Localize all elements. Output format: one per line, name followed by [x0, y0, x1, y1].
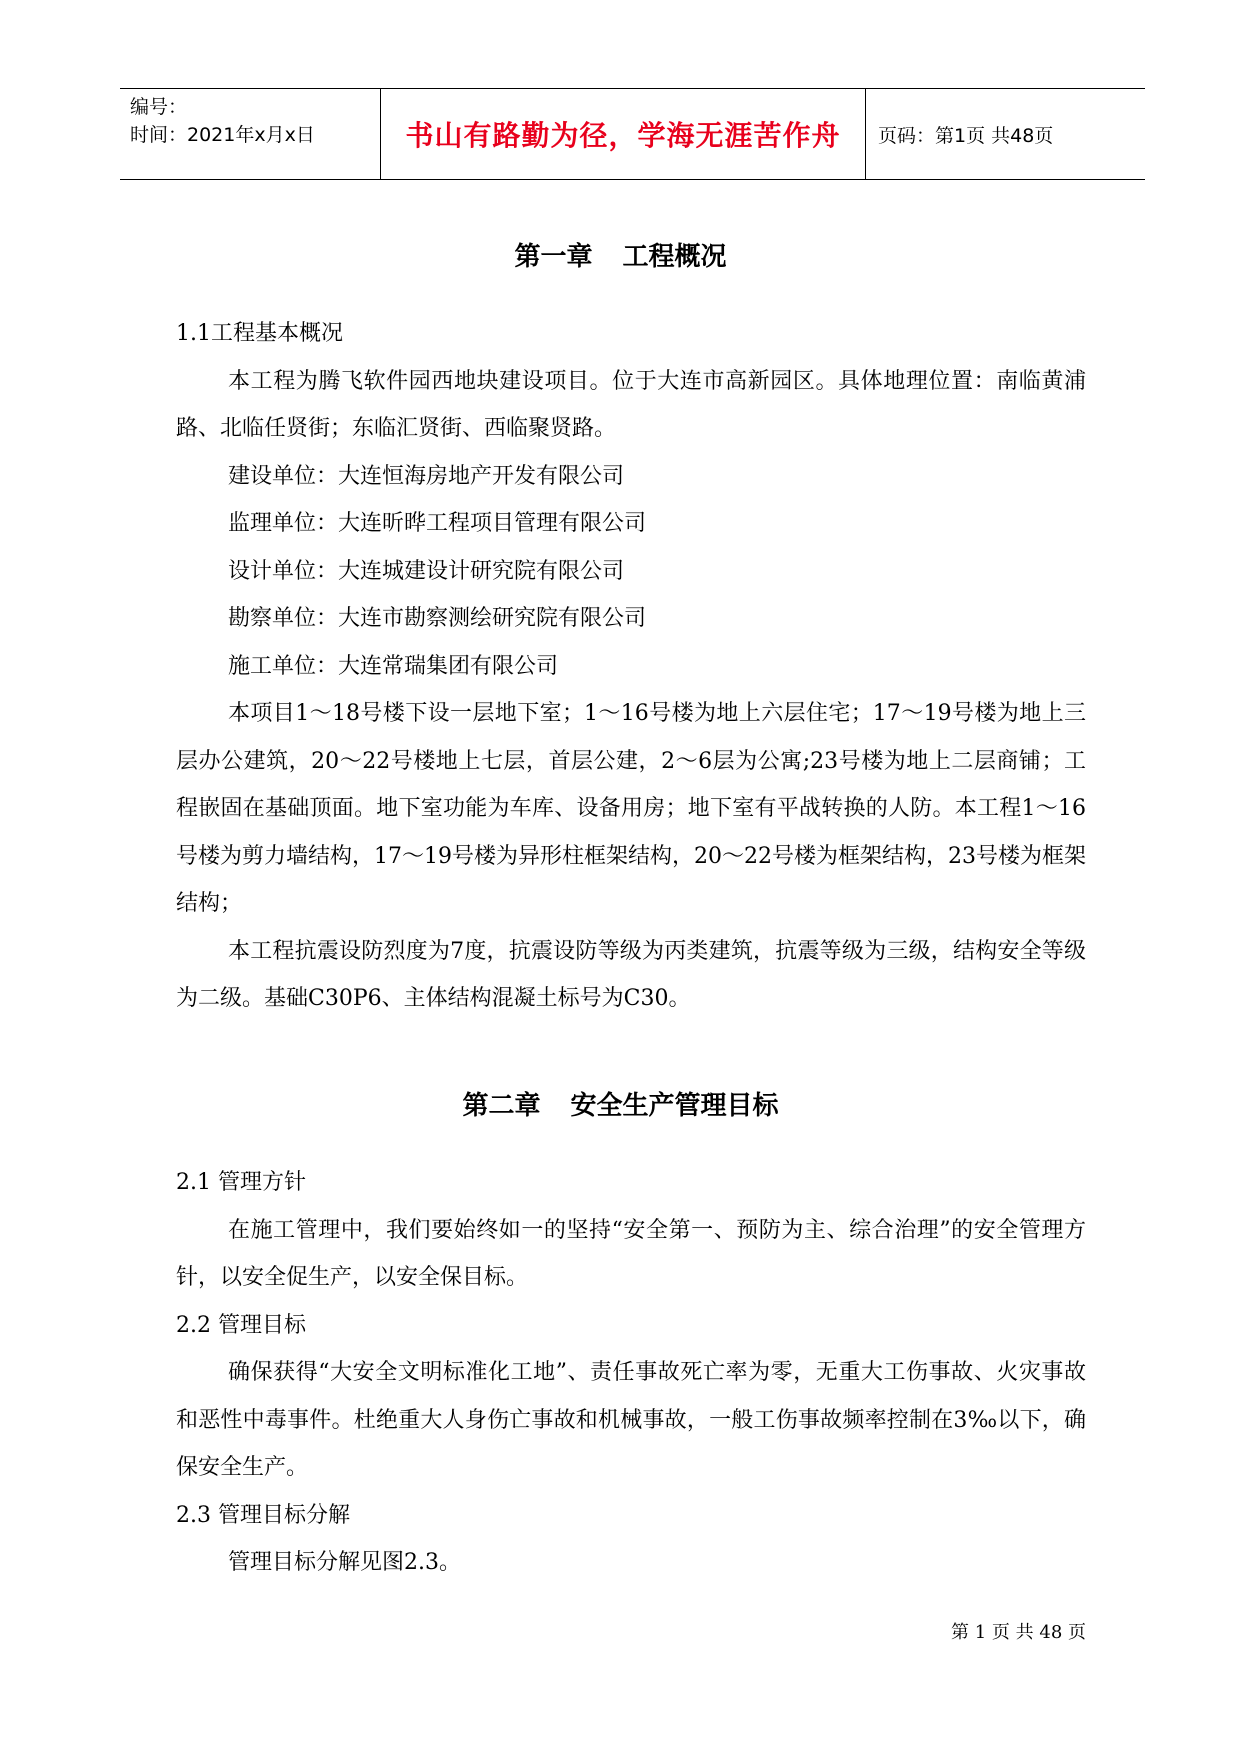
- section-1-1-title: 1.1工程基本概况: [176, 321, 343, 346]
- header-page-info: 页码：第1页 共48页: [878, 124, 1054, 147]
- paragraph-2-3: 管理目标分解见图2.3。: [228, 1550, 461, 1575]
- section-2-2-title: 2.2 管理目标: [176, 1312, 306, 1338]
- header-motto: 书山有路勤为径，学海无涯苦作舟: [380, 89, 866, 179]
- chapter2-heading: [0, 1085, 1241, 1122]
- section-2-3-title: 2.3 管理目标分解: [176, 1502, 350, 1528]
- page-header: [120, 88, 1145, 180]
- header-time-label: 时间：2021年x月x日: [130, 124, 315, 146]
- chapter1-heading: [0, 236, 1241, 273]
- chapter1-title: 工程概况: [622, 242, 727, 272]
- unit-contractor: 施工单位：大连常瑞集团有限公司: [228, 653, 559, 679]
- unit-supervision: 监理单位：大连昕晔工程项目管理有限公司: [228, 511, 647, 536]
- chapter2-title: 安全生产管理目标: [570, 1091, 779, 1121]
- chapter1-number: 第一章: [514, 242, 593, 272]
- paragraph-buildings: 本项目1～18号楼下设一层地下室；1～16号楼为地上六层住宅；17～19号楼为地上三层办公建筑，20～22号楼地上七层，首层公建，2～6层为公寓;23号楼为地上二层商铺；工程嵌固在基础顶面。地下室功能为车库、设备用房；地下室有平战转换的人防。本工程1～16号楼为剪力墙结构，17～19号楼为异形柱框架结构，20～22号楼为框架结构，23号楼为框架结构；: [176, 701, 1086, 916]
- unit-construction: 建设单位：大连恒海房地产开发有限公司: [228, 463, 625, 489]
- paragraph-seismic: 本工程抗震设防烈度为7度，抗震设防等级为丙类建筑，抗震等级为三级，结构安全等级为二级。基础C30P6、主体结构混凝土标号为C30。: [176, 938, 1086, 1011]
- chapter1-body: [176, 310, 1086, 1023]
- paragraph-2-2: 确保获得“大安全文明标准化工地”、责任事故死亡率为零，无重大工伤事故、火灾事故和恶性中毒事件。杜绝重大人身伤亡事故和机械事故，一般工伤事故频率控制在3‰以下，确保安全生产。: [176, 1360, 1086, 1480]
- section-2-1-title: 2.1 管理方针: [176, 1170, 306, 1195]
- header-meta: [120, 89, 380, 179]
- page-footer: 第 1 页 共 48 页: [951, 1622, 1086, 1643]
- unit-survey: 勘察单位：大连市勘察测绘研究院有限公司: [228, 606, 647, 631]
- chapter2-number: 第二章: [462, 1091, 541, 1121]
- chapter2-body: [176, 1159, 1086, 1587]
- header-number-label: 编号：: [130, 96, 188, 118]
- unit-design: 设计单位：大连城建设计研究院有限公司: [228, 558, 625, 584]
- paragraph-2-1: 在施工管理中，我们要始终如一的坚持“安全第一、预防为主、综合治理”的安全管理方针，以安全促生产，以安全保目标。: [176, 1217, 1086, 1290]
- paragraph-location: 本工程为腾飞软件园西地块建设项目。位于大连市高新园区。具体地理位置：南临黄浦路、北临任贤街；东临汇贤街、西临聚贤路。: [176, 368, 1086, 441]
